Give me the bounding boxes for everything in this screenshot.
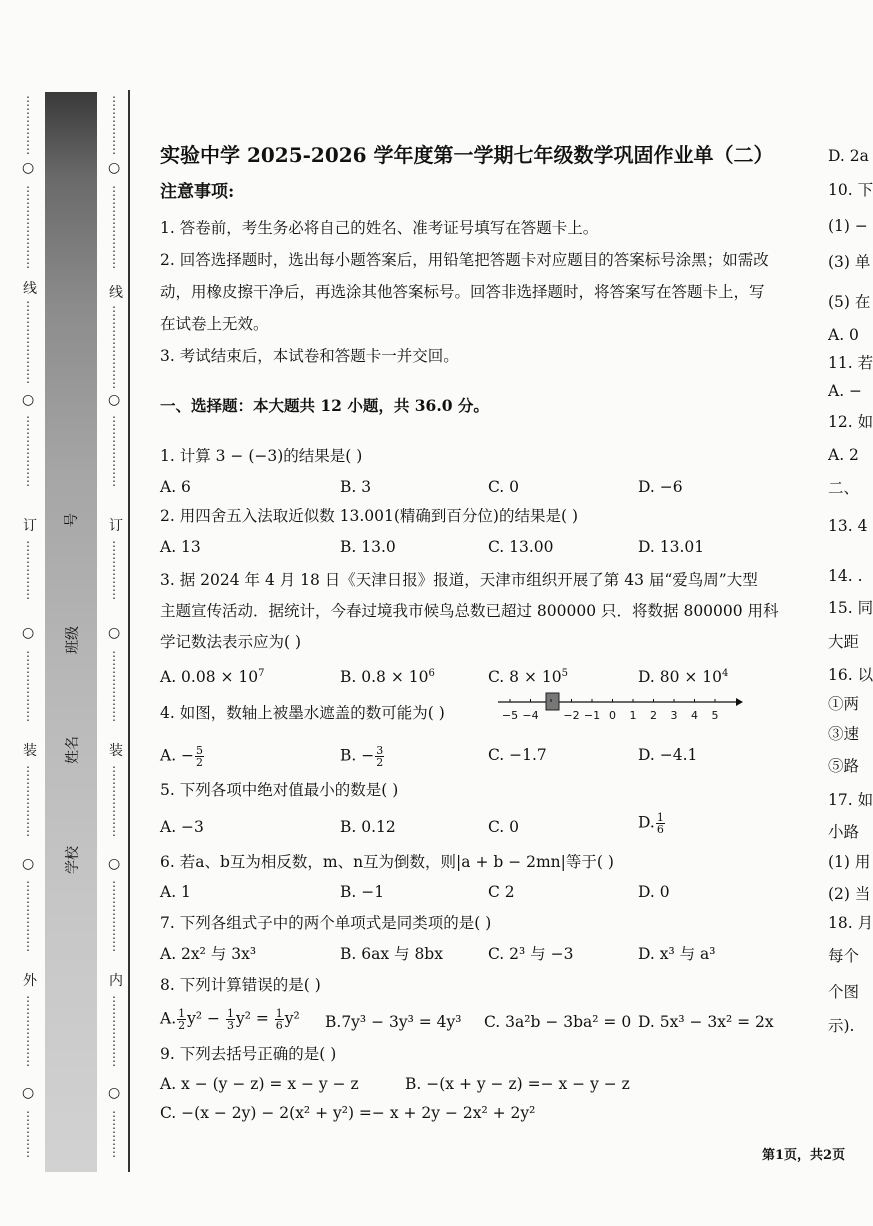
option-d: D. 5x³ − 3x² = 2x — [638, 1013, 774, 1031]
option-b: B. 13.0 — [340, 538, 396, 556]
option-d: D. 0 — [638, 883, 670, 901]
section-heading: 一、选择题：本大题共 12 小题，共 36.0 分。 — [160, 396, 489, 415]
clipped-line: (3) 单 — [828, 253, 871, 271]
option-c: C. 3a²b − 3ba² = 0 — [484, 1013, 632, 1031]
clipped-line: ①两 — [828, 695, 860, 713]
clipped-line: 14. . — [828, 567, 863, 585]
option-c: C. 2³ 与 −3 — [488, 945, 574, 963]
clipped-line: 大距 — [828, 633, 860, 651]
number-line-figure — [498, 693, 743, 723]
question-stem: 4. 如图，数轴上被墨水遮盖的数可能为( ) — [160, 704, 445, 722]
strip-label: 班级 — [65, 626, 81, 654]
margin-label: 外 — [23, 973, 37, 989]
circle-mark: ○ — [22, 160, 35, 176]
option-c: C. 0 — [488, 818, 520, 836]
page-title: 实验中学 2025-2026 学年度第一学期七年级数学巩固作业单（二） — [160, 143, 774, 167]
strip-label: 姓名 — [65, 736, 81, 764]
question-stem: 3. 据 2024 年 4 月 18 日《天津日报》报道，天津市组织开展了第 43 届“爱鸟周”大型 — [160, 571, 758, 589]
circle-mark: ○ — [108, 1085, 121, 1101]
notice-item: 3. 考试结束后，本试卷和答题卡一并交回。 — [160, 347, 459, 365]
margin-label: 装 — [23, 743, 37, 759]
tick-label: −2 — [563, 709, 580, 722]
option-b: B. 6ax 与 8bx — [340, 945, 443, 963]
fraction: $\frac{3}{2}$ — [376, 744, 384, 769]
option-b: B.7y³ − 3y³ = 4y³ — [325, 1013, 462, 1031]
clipped-line: 15. 同 — [828, 599, 873, 617]
dotted-column-left: ⋮ ⋮ ⋮ ⋮ ⋮ ⋮ ⋮ — [22, 184, 34, 270]
notice-heading: 注意事项: — [160, 182, 235, 202]
clipped-line: 18. 月 — [828, 914, 873, 932]
option-a: A. 2x² 与 3x³ — [160, 945, 257, 963]
margin-label: 订 — [23, 518, 37, 534]
option-d: D. −4.1 — [638, 746, 698, 764]
circle-mark: ○ — [108, 856, 121, 872]
dotted-column-inner: ⋮ ⋮ ⋮ ⋮ ⋮ ⋮ ⋮ — [108, 184, 120, 270]
notice-item: 动，用橡皮擦干净后，再选涂其他答案标号。回答非选择题时，将答案写在答题卡上，写 — [160, 283, 765, 301]
dotted-column-left: ⋮ ⋮ ⋮ ⋮ ⋮ — [22, 539, 34, 601]
number-line-arrow — [736, 698, 743, 706]
margin-label: 线 — [109, 285, 123, 301]
tick-label: −4 — [522, 709, 539, 722]
margin-label: 订 — [109, 518, 123, 534]
dotted-column-left: ⋮ ⋮ ⋮ ⋮ ⋮ ⋮ — [22, 764, 34, 838]
option-c: C. $8 \times 10^5$ — [488, 668, 568, 687]
option-d: D. 13.01 — [638, 538, 705, 556]
option-b: B. −(x + y − z) =− x − y − z — [405, 1075, 630, 1093]
option-b: B. − $\frac{3}{2}$ — [340, 744, 384, 769]
page-number: 第1页，共2页 — [762, 1148, 846, 1163]
dotted-column-inner: ⋮ ⋮ ⋮ ⋮ ⋮ — [108, 539, 120, 601]
tick-label: 0 — [609, 709, 616, 722]
option-d: D. −6 — [638, 478, 683, 496]
notice-item: 2. 回答选择题时，选出每小题答案后，用铅笔把答题卡对应题目的答案标号涂黑；如需改 — [160, 251, 769, 269]
clipped-line: 12. 如 — [828, 413, 873, 431]
tick-label: 1 — [629, 709, 637, 722]
clipped-line: (1) 用 — [828, 853, 871, 871]
clipped-line: D. 2a — [828, 147, 869, 165]
fraction: $\frac{1}{6}$ — [656, 811, 664, 836]
question-stem: 2. 用四舍五入法取近似数 13.001(精确到百分位)的结果是( ) — [160, 507, 578, 525]
circle-mark: ○ — [108, 392, 121, 408]
option-d: D. x³ 与 a³ — [638, 945, 716, 963]
dotted-column-inner: ⋮ ⋮ ⋮ ⋮ ⋮ ⋮ ⋮ — [108, 304, 120, 390]
option-b: B. 0.12 — [340, 818, 396, 836]
circle-mark: ○ — [108, 625, 121, 641]
option-a: A. −3 — [160, 818, 204, 836]
fraction: $\frac{5}{2}$ — [196, 744, 204, 769]
tick-label: −1 — [583, 709, 601, 722]
tick-label: 2 — [650, 709, 657, 722]
circle-mark: ○ — [22, 1085, 35, 1101]
option-c: C. −1.7 — [488, 746, 547, 764]
dotted-column-inner: ⋮ ⋮ ⋮ ⋮ ⋮ — [108, 94, 120, 156]
option-a: A. $\frac{1}{2}$ y² − $\frac{1}{3}$ y² = $\frac{1}{6}$ y² — [160, 1007, 300, 1032]
clipped-line: 16. 以 — [828, 666, 873, 684]
circle-mark: ○ — [22, 392, 35, 408]
option-d: D. $80 \times 10^4$ — [638, 668, 729, 687]
margin-label: 装 — [109, 743, 123, 759]
fraction: $\frac{1}{6}$ — [275, 1007, 283, 1032]
dotted-column-inner: ⋮ ⋮ ⋮ ⋮ — [108, 1109, 120, 1159]
option-a: A. 6 — [160, 478, 191, 496]
clipped-line: A. 2 — [828, 446, 859, 464]
circle-mark: ○ — [22, 856, 35, 872]
option-c: C. 13.00 — [488, 538, 554, 556]
binding-line — [128, 90, 130, 1172]
fraction: $\frac{1}{3}$ — [226, 1007, 234, 1032]
dotted-column-inner: ⋮ ⋮ ⋮ ⋮ ⋮ ⋮ — [108, 649, 120, 723]
clipped-line: 每个 — [828, 947, 860, 965]
dotted-column-left: ⋮ ⋮ ⋮ ⋮ ⋮ ⋮ ⋮ — [22, 299, 34, 385]
question-stem: 1. 计算 3 − (−3)的结果是( ) — [160, 447, 363, 465]
margin-label: 线 — [23, 281, 37, 297]
clipped-line: 小路 — [828, 823, 860, 841]
dotted-column-inner: ⋮ ⋮ ⋮ ⋮ ⋮ ⋮ — [108, 879, 120, 953]
question-stem: 5. 下列各项中绝对值最小的数是( ) — [160, 781, 399, 799]
question-stem: 9. 下列去括号正确的是( ) — [160, 1045, 337, 1063]
option-b: B. 3 — [340, 478, 372, 496]
dotted-column-left: ⋮ ⋮ ⋮ ⋮ ⋮ ⋮ — [22, 649, 34, 723]
clipped-line: 17. 如 — [828, 791, 873, 809]
tick-label: 3 — [670, 709, 678, 722]
dotted-column-inner: ⋮ ⋮ ⋮ ⋮ ⋮ ⋮ — [108, 994, 120, 1068]
clipped-line: (2) 当 — [828, 885, 871, 903]
option-c: C. −(x − 2y) − 2(x² + y²) =− x + 2y − 2x² + 2y² — [160, 1104, 536, 1122]
option-a: A. 13 — [160, 538, 201, 556]
clipped-line: 个图 — [828, 983, 860, 1001]
tick-label: −5 — [501, 709, 519, 722]
dotted-column-left: ⋮ ⋮ ⋮ ⋮ ⋮ ⋮ — [22, 414, 34, 488]
dotted-column-inner: ⋮ ⋮ ⋮ ⋮ ⋮ ⋮ — [108, 414, 120, 488]
clipped-line: (5) 在 — [828, 293, 871, 311]
option-b: B. $0.8 \times 10^6$ — [340, 668, 435, 687]
ink-blot — [546, 693, 559, 710]
strip-label: 号 — [64, 513, 80, 527]
tick-label: 4 — [691, 709, 698, 722]
option-a: A. 1 — [160, 883, 191, 901]
option-c: C 2 — [488, 883, 515, 901]
question-stem: 8. 下列计算错误的是( ) — [160, 976, 321, 994]
option-a: A. $0.08 \times 10^7$ — [160, 668, 265, 687]
dotted-column-left: ⋮ ⋮ ⋮ ⋮ ⋮ ⋮ — [22, 994, 34, 1068]
clipped-line: 二、 — [828, 479, 860, 497]
option-c: C. 0 — [488, 478, 520, 496]
dotted-column-left: ⋮ ⋮ ⋮ ⋮ — [22, 1109, 34, 1159]
clipped-line: A. 0 — [828, 326, 859, 344]
question-stem: 6. 若a、b互为相反数，m、n互为倒数，则|a + b − 2mn|等于( ) — [160, 853, 614, 871]
question-stem: 主题宣传活动．据统计，今春过境我市候鸟总数已超过 800000 只．将数据 800000 用科 — [160, 602, 779, 620]
strip-label: 学校 — [65, 846, 81, 874]
notice-item: 1. 答卷前，考生务必将自己的姓名、准考证号填写在答题卡上。 — [160, 219, 599, 237]
dotted-column-left: ⋮ ⋮ ⋮ ⋮ ⋮ ⋮ — [22, 879, 34, 953]
clipped-line: A. − — [828, 382, 863, 400]
circle-mark: ○ — [108, 160, 121, 176]
circle-mark: ○ — [22, 625, 35, 641]
clipped-line: ⑤路 — [828, 757, 860, 775]
question-stem: 7. 下列各组式子中的两个单项式是同类项的是( ) — [160, 914, 492, 932]
dotted-column-left: ⋮ ⋮ ⋮ ⋮ ⋮ — [22, 94, 34, 156]
clipped-line: 10. 下 — [828, 181, 873, 199]
clipped-line: ③速 — [828, 725, 860, 743]
fraction: $\frac{1}{2}$ — [178, 1007, 186, 1032]
option-b: B. −1 — [340, 883, 385, 901]
clipped-line: 11. 若 — [828, 354, 873, 372]
notice-item: 在试卷上无效。 — [160, 315, 269, 333]
option-a: A. x − (y − z) = x − y − z — [160, 1075, 359, 1093]
option-d: D. $\frac{1}{6}$ — [638, 811, 664, 836]
clipped-line: (1) − — [828, 217, 868, 235]
clipped-line: 示). — [828, 1017, 855, 1035]
margin-label: 内 — [109, 973, 123, 989]
clipped-line: 13. 4 — [828, 517, 868, 535]
dotted-column-inner: ⋮ ⋮ ⋮ ⋮ ⋮ ⋮ — [108, 764, 120, 838]
option-a: A. − $\frac{5}{2}$ — [160, 744, 204, 769]
tick-label: 5 — [711, 709, 719, 722]
question-stem: 学记数法表示应为( ) — [160, 633, 302, 651]
